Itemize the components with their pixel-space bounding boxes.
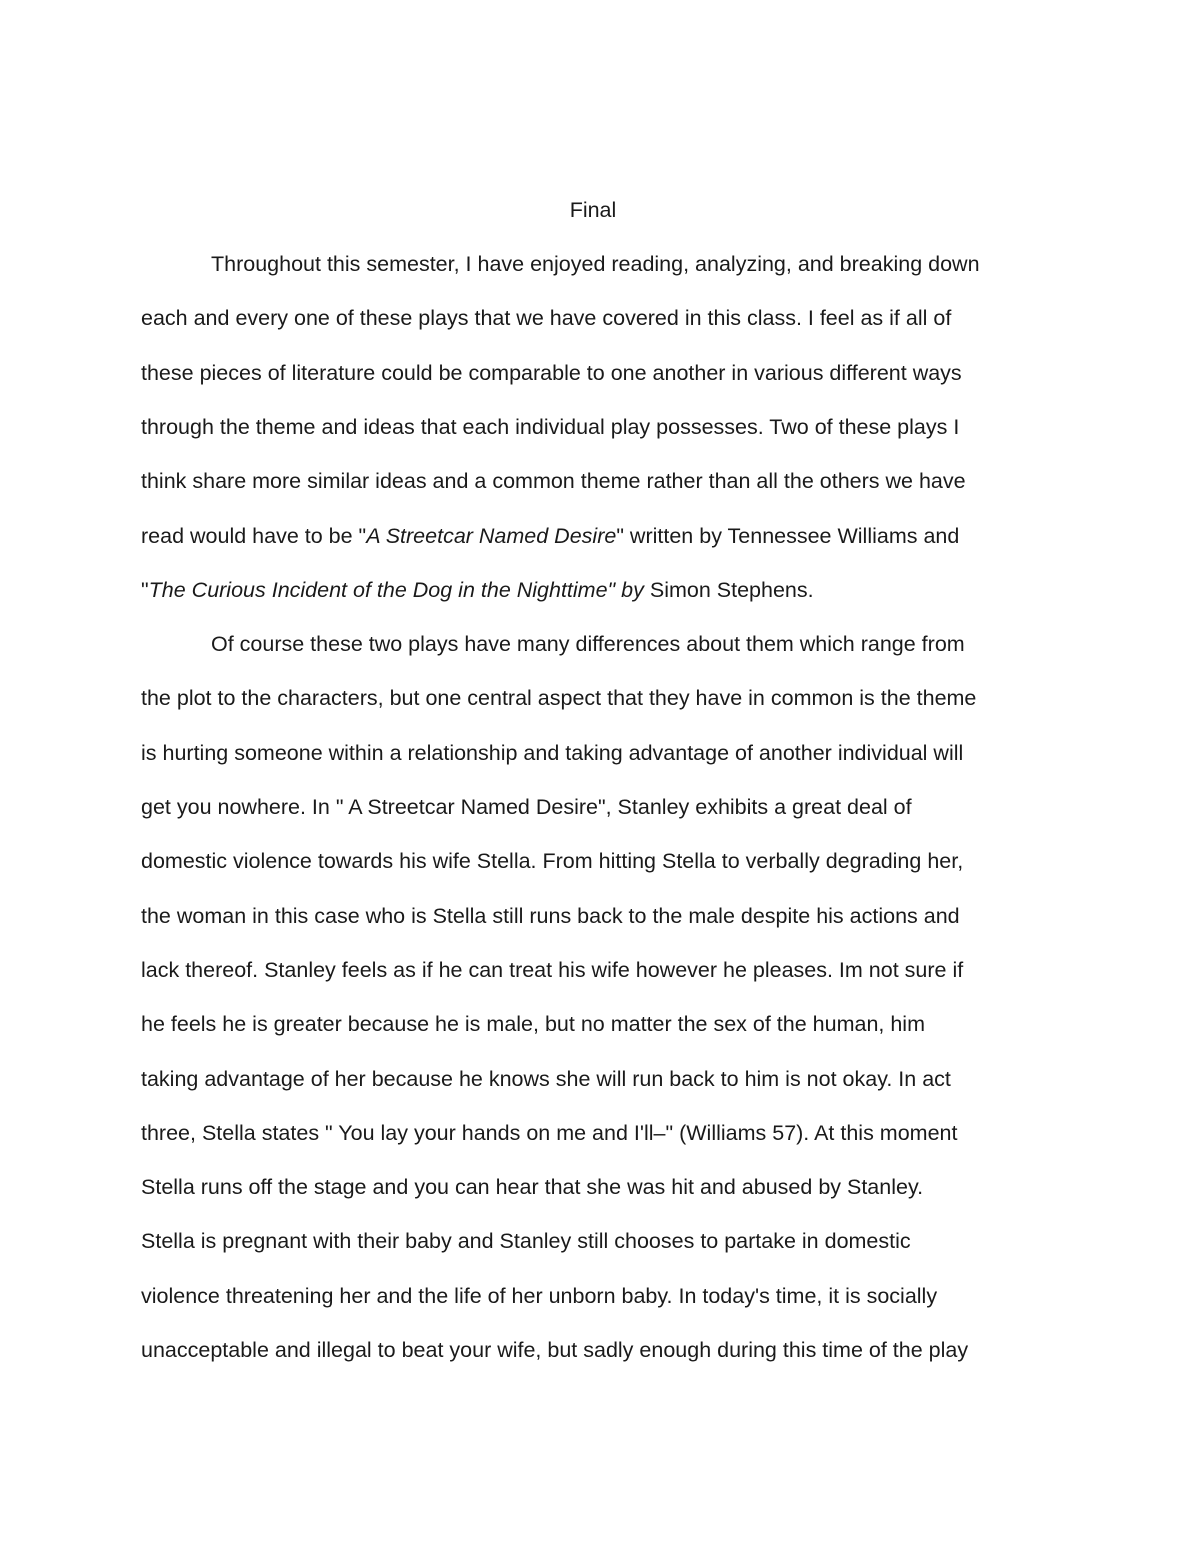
line-text: violence threatening her and the life of her unborn baby. In today's time, it is socially [141, 1283, 938, 1308]
body-line [211, 630, 965, 658]
body-line [141, 304, 951, 332]
line-text: the plot to the characters, but one central aspect that they have in common is the theme [141, 686, 977, 711]
line-text: Of course these two plays have many differences about them which range from [211, 632, 965, 657]
line-text: Stella is pregnant with their baby and Stanley still chooses to partake in domestic [141, 1229, 911, 1254]
body-line [141, 576, 814, 604]
body-line [141, 1119, 957, 1147]
body-line [141, 467, 966, 495]
body-line [141, 1065, 951, 1093]
italic-title-text: The Curious Incident of the Dog in the Nighttime" by [148, 577, 644, 602]
line-text: think share more similar ideas and a common theme rather than all the others we have [141, 469, 966, 494]
body-line [141, 793, 912, 821]
line-text: Simon Stephens. [643, 577, 814, 602]
body-line [211, 250, 980, 278]
line-text: get you nowhere. In " A Streetcar Named Desire", Stanley exhibits a great deal of [141, 795, 912, 819]
line-text: through the theme and ideas that each individual play possesses. Two of these plays I [141, 414, 960, 439]
line-text: domestic violence towards his wife Stella. From hitting Stella to verbally degrading her, [141, 849, 964, 874]
line-text: is hurting someone within a relationship and taking advantage of another individual will [141, 740, 964, 765]
line-text: he feels he is greater because he is male, but no matter the sex of the human, him [141, 1012, 925, 1037]
line-text: lack thereof. Stanley feels as if he can treat his wife however he pleases. Im not sure if [141, 957, 964, 982]
line-text: three, Stella states " You lay your hands on me and I'll–" (Williams 57). At this moment [141, 1120, 958, 1145]
body-line [141, 1282, 937, 1310]
body-line [141, 413, 959, 441]
body-line [141, 359, 962, 387]
body-line [141, 1010, 925, 1038]
line-text: " [141, 577, 149, 602]
line-text: the woman in this case who is Stella still runs back to the male despite his actions and [141, 903, 960, 928]
italic-title-text: A Streetcar Named Desire [366, 523, 617, 548]
body-line [141, 956, 963, 984]
line-text: Stella runs off the stage and you can hear that she was hit and abused by Stanley. [141, 1175, 924, 1200]
line-text: read would have to be " [141, 523, 367, 548]
body-line [141, 684, 976, 712]
body-line [141, 1173, 923, 1201]
body-line [141, 522, 959, 550]
body-line [141, 1336, 968, 1364]
line-text: Throughout this semester, I have enjoyed reading, analyzing, and breaking down [211, 252, 980, 276]
line-text: " written by Tennessee Williams and [616, 523, 960, 548]
document-title: Final [569, 198, 617, 222]
body-line [141, 739, 963, 767]
line-text: unacceptable and illegal to beat your wife, but sadly enough during this time of the play [141, 1338, 969, 1362]
body-line [141, 1227, 911, 1255]
line-text: these pieces of literature could be comparable to one another in various different ways [141, 360, 962, 385]
line-text: each and every one of these plays that we have covered in this class. I feel as if all of [141, 306, 952, 331]
body-line [141, 847, 963, 875]
body-line [141, 902, 960, 930]
line-text: taking advantage of her because he knows she will run back to him is not okay. In act [141, 1066, 951, 1091]
